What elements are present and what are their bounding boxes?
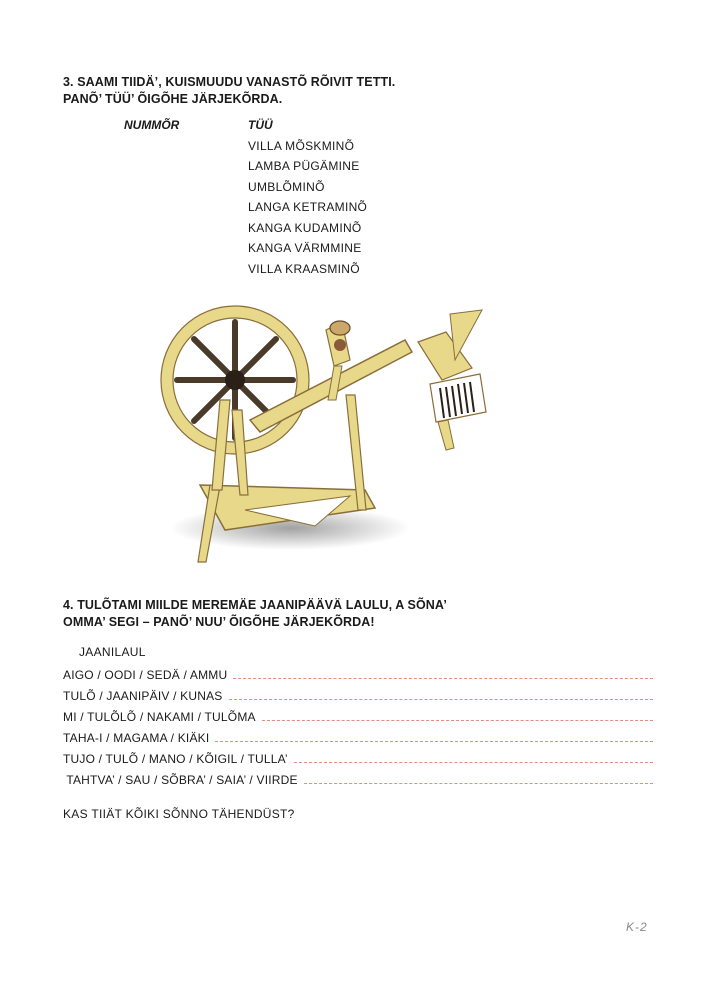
answer-line[interactable] [304,783,653,784]
step-item: LANGA KETRAMINÕ [248,200,368,214]
question-text: KAS TIIÄT KÕIKI SÕNNO TÄHENDÜST? [63,807,295,821]
step-item: KANGA VÄRMMINE [248,241,362,255]
answer-line[interactable] [262,720,653,721]
task4-heading-line2: OMMA’ SEGI – PANÕ’ NUU’ ÕIGÕHE JÄRJEKÕRDA! [63,615,375,629]
column-header-number: NUMMÕR [124,118,180,132]
bobbin-detail [418,310,486,450]
song-row [63,662,653,682]
flyer [326,321,350,400]
scrambled-words: TAHA-I / MAGAMA / KIÄKI [63,731,210,745]
answer-line[interactable] [229,699,653,700]
song-row [63,746,653,766]
scrambled-words: TUJO / TULÕ / MANO / KÕIGIL / TULLA’ [63,752,288,766]
song-row [63,725,653,745]
answer-line[interactable] [233,678,653,679]
step-item: LAMBA PÜGÄMINE [248,159,360,173]
song-row [63,767,653,787]
task4-heading-line1: 4. TULÕTAMI MIILDE MEREMÄE JAANIPÄÄVÄ LAULU, A SÕNA’ [63,598,447,612]
scrambled-words: TULÕ / JAANIPÄIV / KUNAS [63,689,223,703]
step-item: VILLA MÕSKMINÕ [248,139,355,153]
song-row [63,683,653,703]
scrambled-words: MI / TULÕLÕ / NAKAMI / TULÕMA [63,710,256,724]
song-title: JAANILAUL [79,645,146,659]
song-row [63,704,653,724]
task3-heading [63,74,395,108]
column-header-work: TÜÜ [248,118,273,132]
task3-heading-line2: PANÕ’ TÜÜ’ ÕIGÕHE JÄRJEKÕRDA. [63,92,283,106]
scrambled-words: TAHTVA’ / SAU / SÕBRA’ / SAIA’ / VIIRDE [63,773,298,787]
task4-heading [63,597,447,631]
scrambled-words: AIGO / OODI / SEDÄ / AMMU [63,668,228,682]
spinning-wheel-illustration [150,300,500,572]
step-item: VILLA KRAASMINÕ [248,262,360,276]
page-number: K-2 [626,920,648,934]
step-item: UMBLÕMINÕ [248,180,325,194]
task3-heading-line1: 3. SAAMI TIIDÄ’, KUISMUUDU VANASTÕ RÕIVIT TETTI. [63,75,396,89]
step-item: KANGA KUDAMINÕ [248,221,362,235]
answer-line[interactable] [215,741,653,742]
answer-line[interactable] [294,762,653,763]
